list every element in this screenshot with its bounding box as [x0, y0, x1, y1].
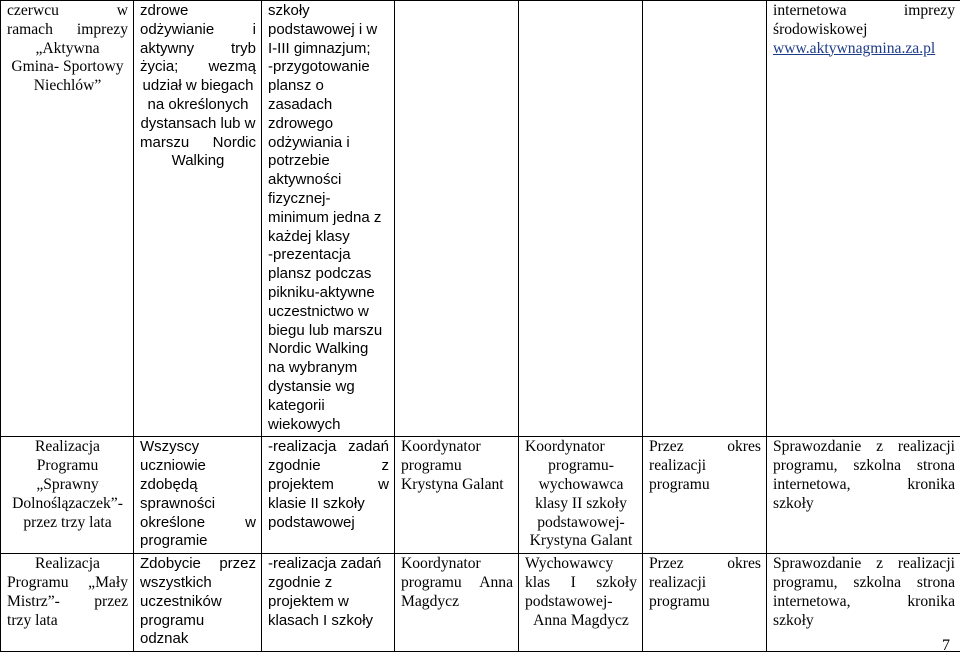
text-line: biegu lub marszu	[268, 321, 383, 339]
text-line: przez trzy lata	[23, 513, 112, 531]
text-line: klas I szkoły	[525, 573, 637, 591]
text-line: Programu	[36, 457, 99, 475]
text-line: każdej klasy	[268, 227, 350, 245]
text-line: Walking	[171, 152, 225, 170]
cell-deadline	[643, 437, 767, 554]
text-line: Koordynator	[401, 555, 481, 573]
text-line: dystansach lub w	[140, 114, 256, 132]
text-line: szkoły	[268, 2, 310, 19]
table-row	[1, 437, 960, 554]
text-line: programu Anna	[401, 573, 513, 591]
text-line: realizacji	[649, 573, 707, 591]
text-line: Koordynator	[525, 438, 605, 456]
text-line: programu odznak	[140, 611, 205, 648]
text-line: Niechlów”	[33, 77, 102, 95]
text-line: kategorii	[268, 396, 325, 414]
text-line: programu	[401, 457, 462, 475]
cell-goals	[134, 437, 262, 554]
text-line: wychowawca	[538, 475, 624, 493]
text-line: plansz podczas	[268, 265, 372, 283]
text-line: Anna Magdycz	[533, 611, 629, 629]
text-line: „Aktywna	[35, 39, 100, 57]
text-line: udział w biegach	[142, 77, 254, 95]
text-line: Zdobycie przez	[140, 555, 256, 573]
cell-program-name	[1, 437, 134, 554]
text-line: potrzebie	[268, 152, 330, 170]
cell-responsible	[519, 1, 643, 437]
text-line: podstawowej i w	[268, 20, 378, 38]
text-line: programu	[649, 475, 710, 493]
cell-responsible	[519, 437, 643, 554]
text-line: aktywny tryb	[140, 39, 256, 57]
text-line: czerwcu w	[7, 2, 128, 19]
table-row	[1, 1, 960, 437]
text-line: odżywianie i	[140, 20, 256, 38]
text-line: -realizacja zadań	[268, 555, 382, 573]
text-line: pikniku-aktywne	[268, 283, 375, 301]
cell-goals	[134, 554, 262, 652]
text-line: plansz o zasadach	[268, 77, 333, 113]
cell-evaluation	[767, 1, 960, 437]
text-line: odżywiania i	[268, 133, 350, 151]
cell-evaluation	[767, 554, 960, 652]
text-line: projektem w	[268, 475, 389, 493]
text-line: -przygotowanie	[268, 58, 370, 76]
text-line: I-III gimnazjum;	[268, 39, 371, 57]
text-line: Wszyscy	[140, 438, 200, 456]
table-row	[1, 554, 960, 652]
cell-deadline	[643, 554, 767, 652]
cell-evaluation	[767, 437, 960, 554]
text-line: klasy II szkoły	[535, 494, 627, 512]
text-line: trzy lata	[7, 611, 58, 629]
text-line: Krystyna Galant	[529, 532, 633, 550]
text-line: uczestników	[140, 592, 222, 610]
text-line: Nordic Walking	[268, 340, 369, 358]
text-line: minimum jedna z	[268, 208, 382, 226]
text-line: projektem w	[268, 592, 349, 610]
text-line: internetowa, kronika	[773, 592, 955, 610]
text-line: zdrowe	[140, 2, 189, 19]
text-line: życia; wezmą	[140, 58, 256, 76]
text-line: zgodnie z	[268, 457, 389, 475]
cell-coordinator	[395, 1, 519, 437]
text-line: Dolnoślązaczek”-	[12, 494, 123, 512]
text-line: zdobędą	[140, 475, 198, 493]
text-line: klasie II szkoły	[268, 494, 365, 512]
text-line: dystansie wg	[268, 377, 355, 395]
text-line: Programu „Mały	[7, 573, 128, 591]
cell-program-name	[1, 1, 134, 437]
text-line: internetowa, kronika	[773, 475, 955, 493]
text-line: podstawowej-	[525, 592, 613, 610]
cell-responsible	[519, 554, 643, 652]
text-line: sprawności	[140, 494, 216, 512]
cell-tasks	[262, 554, 395, 652]
text-line: wiekowych	[268, 415, 341, 433]
text-line: Realizacja	[35, 555, 100, 573]
cell-program-name	[1, 554, 134, 652]
text-line: programu-	[548, 457, 614, 475]
text-line: ramach imprezy	[7, 20, 128, 38]
cell-coordinator	[395, 437, 519, 554]
text-line: Realizacja	[35, 438, 100, 456]
text-line: zgodnie z	[268, 573, 333, 591]
text-line: zdrowego	[268, 114, 334, 132]
text-line: Przez okres	[649, 555, 761, 573]
text-line: na wybranym	[268, 359, 358, 377]
cell-coordinator	[395, 554, 519, 652]
text-line: -prezentacja	[268, 246, 351, 264]
text-line: aktywności	[268, 171, 342, 189]
text-line: środowiskowej	[773, 20, 868, 38]
text-line: Wychowawcy	[525, 555, 614, 573]
text-line: Magdycz	[401, 592, 460, 610]
text-line: wszystkich	[140, 573, 212, 591]
text-line: fizycznej-	[268, 189, 331, 207]
website-link[interactable]: www.aktywnagmina.za.pl	[773, 39, 936, 57]
text-line: na określonych	[147, 95, 249, 113]
text-line: Sprawozdanie z realizacji	[773, 438, 955, 456]
text-line: szkoły	[773, 494, 814, 512]
text-line: klasach I szkoły	[268, 611, 374, 629]
text-line: Koordynator	[401, 438, 481, 456]
text-line: programie	[140, 532, 208, 550]
text-line: szkoły	[773, 611, 814, 629]
text-line: marszu Nordic	[140, 133, 256, 151]
text-line: Mistrz”- przez	[7, 592, 128, 610]
cell-goals	[134, 1, 262, 437]
text-line: programu, szkolna strona	[773, 573, 955, 591]
text-line: programu, szkolna strona	[773, 457, 955, 475]
text-line: Gmina- Sportowy	[11, 58, 124, 76]
text-line: Sprawozdanie z realizacji	[773, 555, 955, 573]
text-line: „Sprawny	[36, 475, 99, 493]
cell-deadline	[643, 1, 767, 437]
text-line: uczestnictwo w	[268, 302, 369, 320]
text-line: uczniowie	[140, 457, 206, 475]
page-number: 7	[942, 637, 950, 654]
text-line: podstawowej	[268, 513, 355, 531]
cell-tasks	[262, 1, 395, 437]
cell-tasks	[262, 437, 395, 554]
text-line: podstawowej-	[537, 513, 625, 531]
text-line: określone w	[140, 513, 256, 531]
text-line: -realizacja zadań	[268, 438, 389, 456]
text-line: internetowa imprezy	[773, 2, 955, 19]
text-line: realizacji	[649, 457, 707, 475]
text-line: Krystyna Galant	[401, 475, 504, 493]
text-line: Przez okres	[649, 438, 761, 456]
text-line: programu	[649, 592, 710, 610]
